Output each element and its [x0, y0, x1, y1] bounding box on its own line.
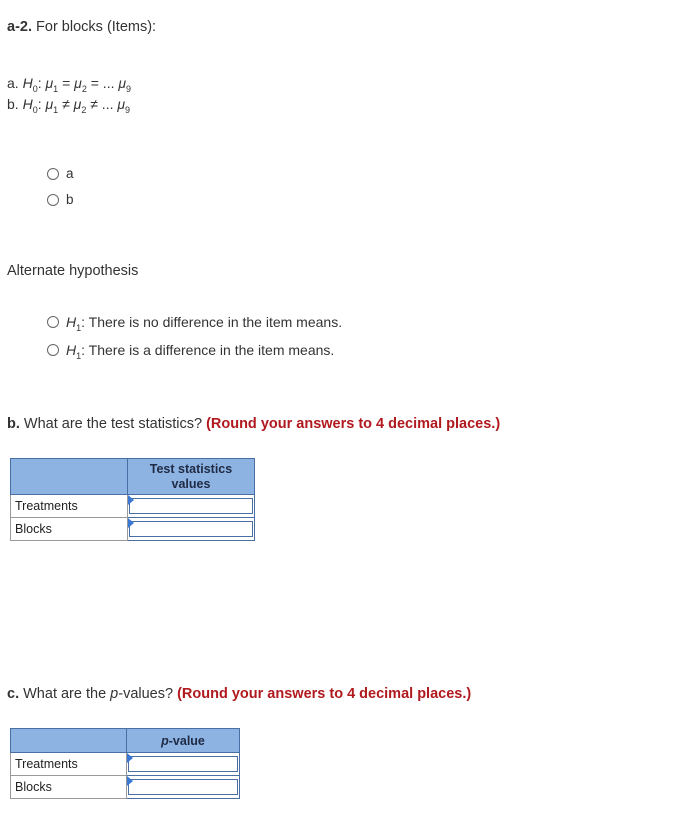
section-c-instruction: (Round your answers to 4 decimal places.) [177, 686, 472, 702]
test-statistics-header-line1: Test statistics [149, 461, 233, 476]
option-a-h-sub: 0 [32, 83, 38, 94]
test-statistics-header-line2: values [171, 476, 211, 491]
option-a-mu1: μ [45, 75, 54, 91]
input-flag-icon [128, 518, 134, 528]
radio-option-a-label: a [66, 166, 74, 181]
section-b-question-text: What are the test statistics? [23, 416, 203, 432]
option-a-mu2: μ [74, 75, 82, 91]
option-a-colon: : [37, 75, 42, 91]
p-value-header [127, 729, 240, 753]
p-value-row-blocks-label: Blocks [11, 776, 127, 799]
input-flag-icon [127, 753, 133, 763]
option-b-mu2: μ [73, 96, 82, 112]
option-a-mu9-sub: 9 [126, 83, 132, 94]
option-b-mu1: μ [45, 96, 54, 112]
option-a-h: H [22, 75, 33, 91]
option-a-mu9: μ [118, 75, 127, 91]
null-hypothesis-option-b [7, 96, 130, 115]
option-b-h-sub: 0 [32, 104, 38, 115]
p-value-treatments-input[interactable] [128, 756, 238, 772]
p-value-header-ital: p [161, 733, 169, 748]
option-a-mu1-sub: 1 [53, 83, 59, 94]
option-b-mu1-sub: 1 [53, 104, 59, 115]
option-b-letter: b. [7, 96, 19, 112]
table-row [11, 495, 255, 518]
section-b-prefix: b. [7, 416, 20, 432]
section-c-question-post: -values? [118, 686, 174, 702]
test-statistics-treatments-cell [128, 495, 255, 518]
p-value-blocks-cell [127, 776, 240, 799]
table-row [11, 518, 255, 541]
test-statistics-treatments-input[interactable] [129, 498, 253, 514]
alt2-h: H [66, 342, 77, 358]
table-row [11, 753, 240, 776]
option-a-mu2-sub: 2 [81, 83, 87, 94]
section-b-question [7, 416, 500, 432]
p-value-row-treatments-label: Treatments [11, 753, 127, 776]
option-b-mu2-sub: 2 [81, 104, 87, 115]
option-b-ellipsis: ≠ ... [90, 96, 114, 112]
p-value-header-blank [11, 729, 127, 753]
section-a2-prefix: a-2. [7, 19, 32, 35]
null-hypothesis-option-a [7, 75, 131, 94]
option-b-neq: ≠ [62, 96, 70, 112]
test-statistics-header-blank [11, 459, 128, 495]
section-b-instruction: (Round your answers to 4 decimal places.) [206, 416, 501, 432]
p-value-blocks-input[interactable] [128, 779, 238, 795]
alt1-h-sub: 1 [76, 322, 82, 333]
input-flag-icon [127, 776, 133, 786]
test-statistics-table [10, 458, 255, 541]
radio-alternate-no-difference[interactable] [47, 316, 59, 328]
table-row [11, 776, 240, 799]
section-a2-title: For blocks (Items): [36, 19, 157, 35]
alternate-no-difference-label [66, 314, 342, 333]
radio-option-b-label: b [66, 192, 74, 207]
option-b-mu9-sub: 9 [125, 104, 131, 115]
option-b-colon: : [37, 96, 42, 112]
option-a-ellipsis: = ... [90, 75, 115, 91]
radio-option-b[interactable] [47, 194, 59, 206]
radio-alternate-difference[interactable] [47, 344, 59, 356]
p-value-treatments-cell [127, 753, 240, 776]
test-statistics-row-treatments-label: Treatments [11, 495, 128, 518]
test-statistics-blocks-cell [128, 518, 255, 541]
test-statistics-header [128, 459, 255, 495]
option-a-eq: = [62, 75, 71, 91]
alt1-h: H [66, 314, 77, 330]
test-statistics-row-blocks-label: Blocks [11, 518, 128, 541]
section-a2-heading [7, 19, 156, 35]
test-statistics-blocks-input[interactable] [129, 521, 253, 537]
alt1-text: : There is no difference in the item means. [81, 314, 343, 330]
option-b-mu9: μ [117, 96, 126, 112]
alternate-hypothesis-heading: Alternate hypothesis [7, 263, 139, 279]
section-c-question-pre: What are the [23, 686, 111, 702]
p-value-header-post: -value [168, 733, 205, 748]
option-a-letter: a. [7, 75, 19, 91]
alternate-difference-label [66, 342, 334, 361]
section-c-question [7, 686, 471, 702]
radio-option-a[interactable] [47, 168, 59, 180]
section-c-prefix: c. [7, 686, 20, 702]
section-c-question-ital: p [110, 686, 119, 702]
input-flag-icon [128, 495, 134, 505]
alt2-h-sub: 1 [76, 350, 82, 361]
alt2-text: : There is a difference in the item means. [81, 342, 335, 358]
option-b-h: H [22, 96, 33, 112]
p-value-table [10, 728, 240, 799]
